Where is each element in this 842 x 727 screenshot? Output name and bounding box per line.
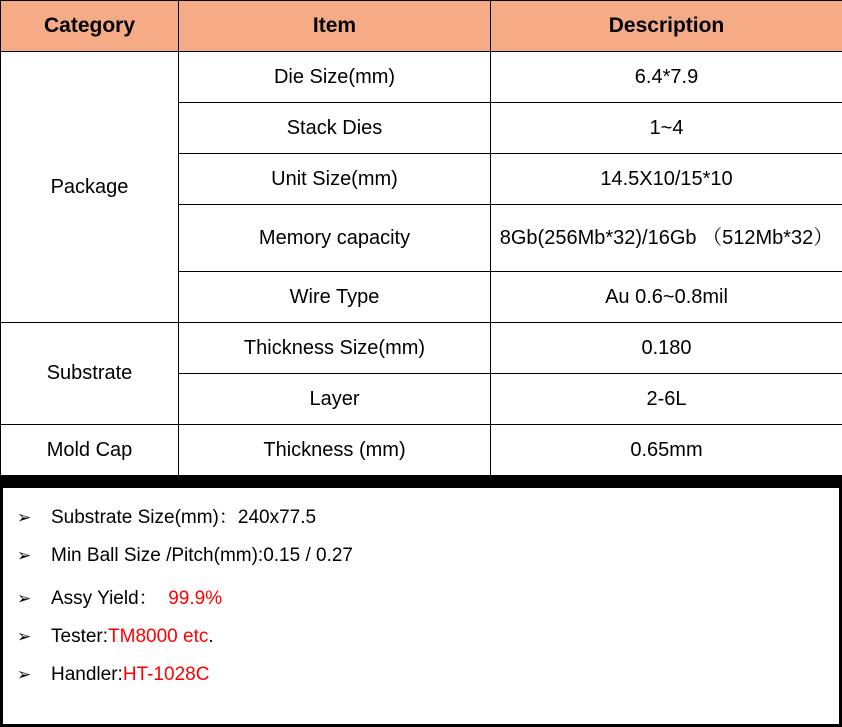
column-header-item: Item (179, 1, 491, 52)
item-cell: Thickness Size(mm) (179, 323, 491, 374)
list-item (17, 583, 829, 610)
category-cell-substrate: Substrate (1, 323, 179, 425)
arrow-bullet-icon: ➢ (17, 508, 51, 528)
description-cell: 0.180 (491, 323, 842, 374)
note-label: Tester:TM8000 etc. (51, 626, 214, 648)
note-label: Handler:HT-1028C (51, 664, 209, 686)
note-value-highlight: TM8000 etc (108, 626, 208, 647)
list-item (17, 502, 829, 529)
table-row (1, 323, 842, 374)
list-item (17, 626, 829, 648)
item-cell: Wire Type (179, 272, 491, 323)
table-row (1, 52, 842, 103)
item-cell: Unit Size(mm) (179, 154, 491, 205)
table-row (1, 425, 842, 476)
description-cell: 6.4*7.9 (491, 52, 842, 103)
section-divider (0, 476, 842, 488)
item-cell: Layer (179, 374, 491, 425)
note-label: Min Ball Size /Pitch(mm):0.15 / 0.27 (51, 545, 353, 567)
list-item (17, 545, 829, 567)
note-label: Assy Yield： 99.9% (51, 583, 222, 610)
description-cell: 14.5X10/15*10 (491, 154, 842, 205)
notes-box (0, 488, 842, 727)
arrow-bullet-icon: ➢ (17, 665, 51, 685)
table-header-row (1, 1, 842, 52)
description-cell: 1~4 (491, 103, 842, 154)
category-cell-package: Package (1, 52, 179, 323)
description-cell: 2-6L (491, 374, 842, 425)
item-cell: Stack Dies (179, 103, 491, 154)
note-value-highlight: HT-1028C (123, 664, 210, 685)
description-cell: 0.65mm (491, 425, 842, 476)
column-header-description: Description (491, 1, 842, 52)
item-cell: Memory capacity (179, 205, 491, 272)
description-cell: 8Gb(256Mb*32)/16Gb （512Mb*32） (491, 205, 842, 272)
note-value-highlight: 99.9% (158, 588, 222, 609)
column-header-category: Category (1, 1, 179, 52)
arrow-bullet-icon: ➢ (17, 546, 51, 566)
item-cell: Thickness (mm) (179, 425, 491, 476)
note-label: Substrate Size(mm)：240x77.5 (51, 502, 316, 529)
category-cell-mold-cap: Mold Cap (1, 425, 179, 476)
arrow-bullet-icon: ➢ (17, 627, 51, 647)
item-cell: Die Size(mm) (179, 52, 491, 103)
description-cell: Au 0.6~0.8mil (491, 272, 842, 323)
arrow-bullet-icon: ➢ (17, 589, 51, 609)
list-item (17, 664, 829, 686)
